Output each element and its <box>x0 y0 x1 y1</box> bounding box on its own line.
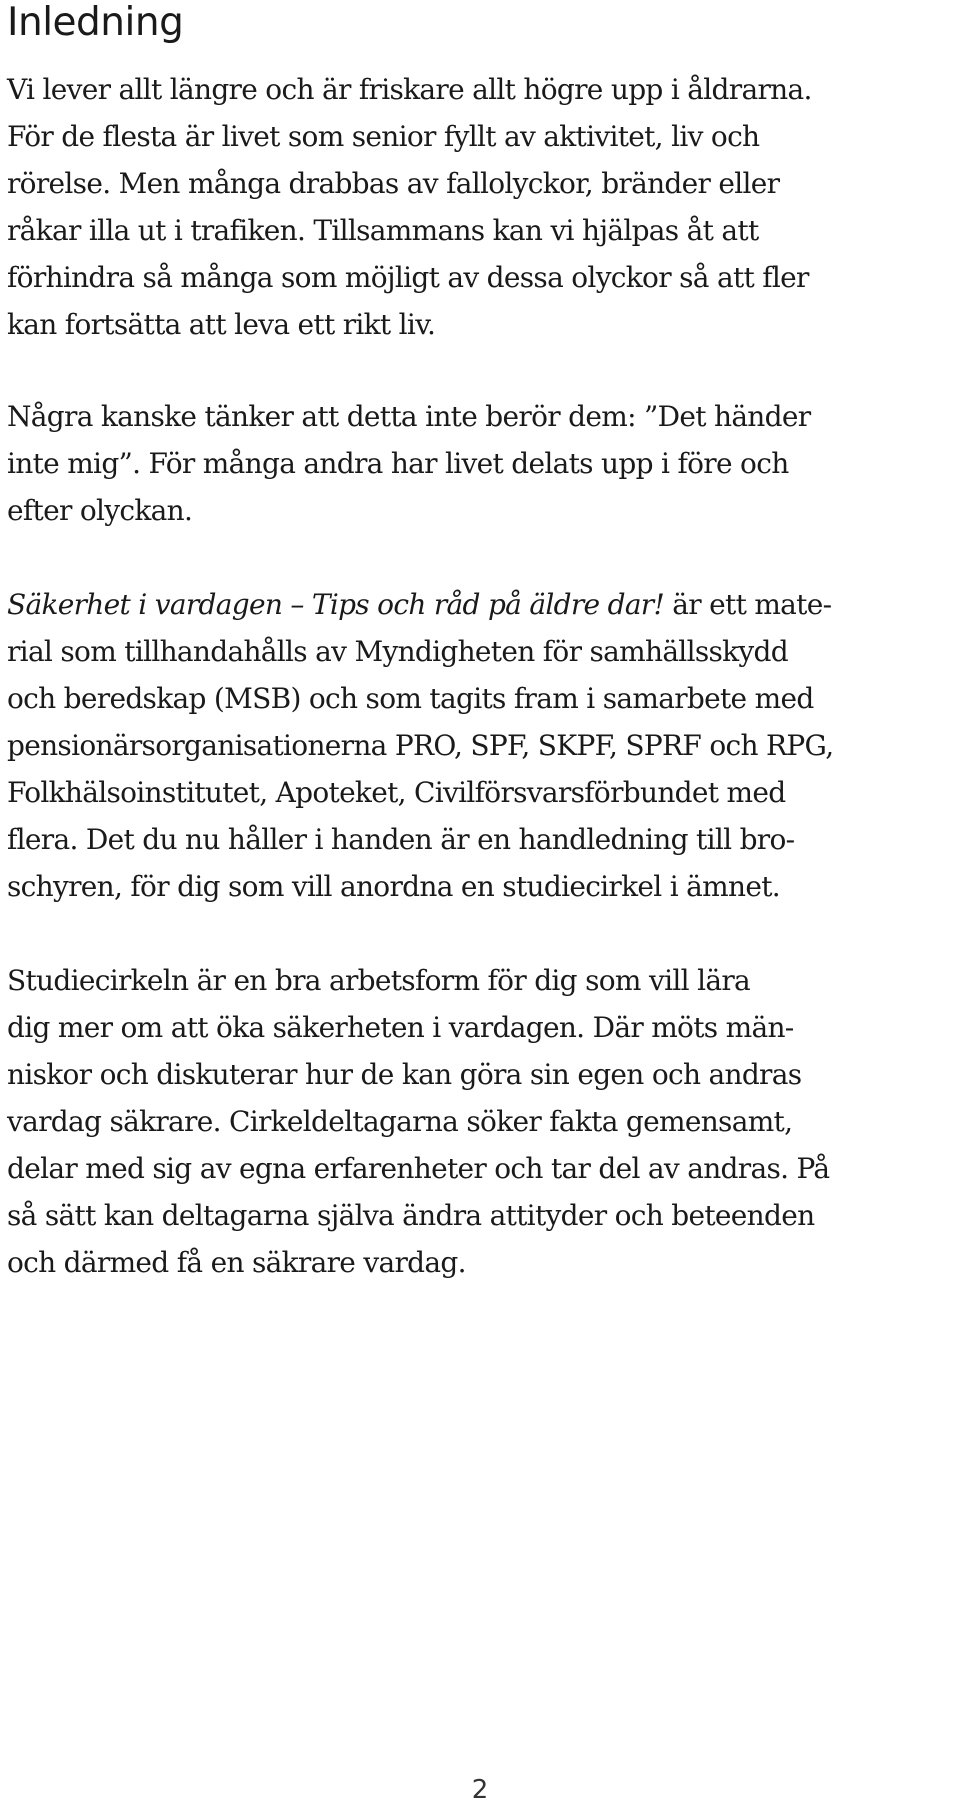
text-line: vardag säkrare. Cirkeldeltagarna söker fakta gemensamt, <box>7 1105 793 1138</box>
paragraph-study-circle <box>7 957 829 1286</box>
brochure-title: Säkerhet i vardagen – Tips och råd på äldre dar! <box>7 588 665 621</box>
paragraph-intro <box>7 66 812 348</box>
text-line: råkar illa ut i trafiken. Tillsammans kan vi hjälpas åt att <box>7 214 759 247</box>
paragraph-not-me <box>7 393 810 534</box>
text-line: inte mig”. För många andra har livet delats upp i före och <box>7 447 789 480</box>
text-line: schyren, för dig som vill anordna en studiecirkel i ämnet. <box>7 870 780 903</box>
text-line: Folkhälsoinstitutet, Apoteket, Civilförsvarsförbundet med <box>7 776 786 809</box>
text-line: och beredskap (MSB) och som tagits fram i samarbete med <box>7 682 814 715</box>
text-line: Några kanske tänker att detta inte berör dem: ”Det händer <box>7 400 811 433</box>
text-line: pensionärsorganisationerna PRO, SPF, SKPF, SPRF och RPG, <box>7 729 834 762</box>
text-line: delar med sig av egna erfarenheter och tar del av andras. På <box>7 1152 830 1185</box>
text-line: så sätt kan deltagarna själva ändra attityder och beteenden <box>7 1199 815 1232</box>
text-line: Studiecirkeln är en bra arbetsform för dig som vill lära <box>7 964 750 997</box>
text-line: förhindra så många som möjligt av dessa olyckor så att fler <box>7 261 809 294</box>
text-line: dig mer om att öka säkerheten i vardagen. Där möts män- <box>7 1011 794 1044</box>
text-line: flera. Det du nu håller i handen är en handledning till bro- <box>7 823 795 856</box>
text-line: rial som tillhandahålls av Myndigheten för samhällsskydd <box>7 635 788 668</box>
page-number: 2 <box>471 1775 489 1805</box>
paragraph-material <box>7 581 833 910</box>
text-line: Vi lever allt längre och är friskare allt högre upp i åldrarna. <box>7 73 812 106</box>
text-line: och därmed få en säkrare vardag. <box>7 1246 466 1279</box>
text-line: För de flesta är livet som senior fyllt av aktivitet, liv och <box>7 120 760 153</box>
text-line: rörelse. Men många drabbas av fallolyckor, bränder eller <box>7 167 780 200</box>
text-line <box>7 581 833 628</box>
text-line: efter olyckan. <box>7 494 193 527</box>
page-heading: Inledning <box>7 0 184 45</box>
text-fragment: är ett mate- <box>664 588 832 621</box>
text-line: kan fortsätta att leva ett rikt liv. <box>7 308 436 341</box>
text-line: niskor och diskuterar hur de kan göra sin egen och andras <box>7 1058 802 1091</box>
